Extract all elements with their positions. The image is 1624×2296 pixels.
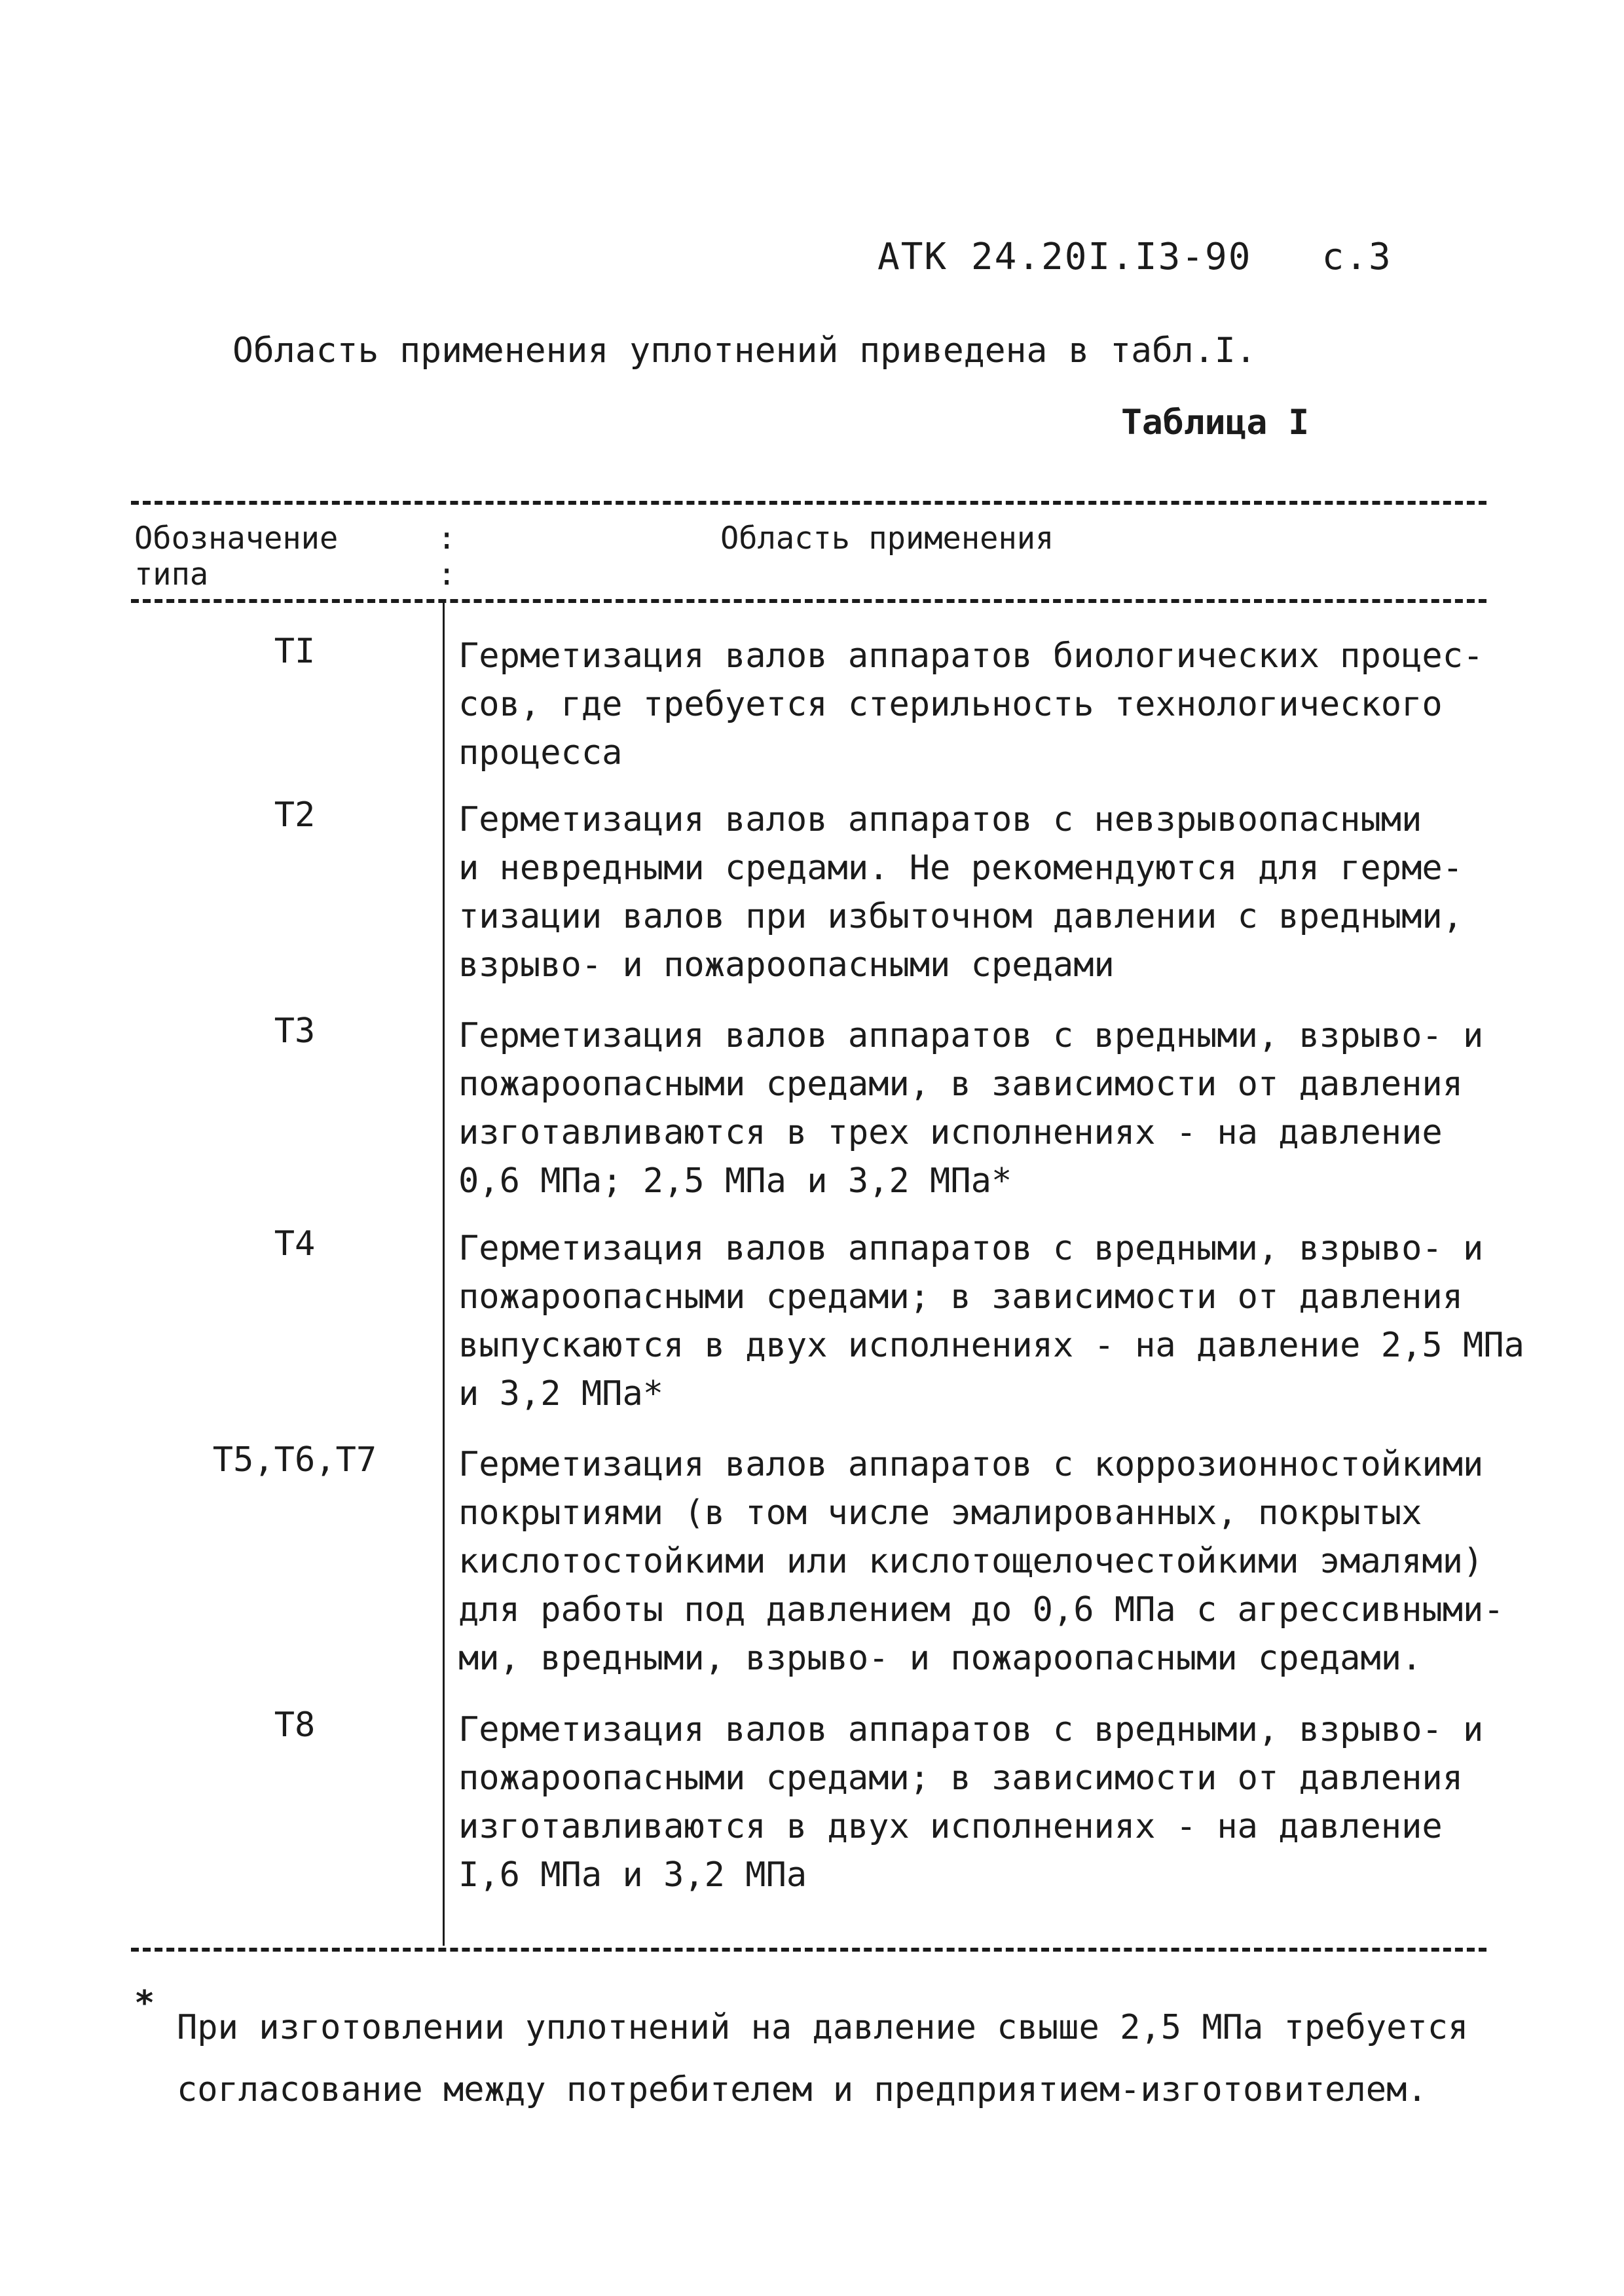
table-header-rule [131,599,1486,603]
column-header-type: Обозначение типа [134,520,339,592]
page-number: с.3 [1321,236,1392,278]
row-type: Т3 [274,1011,316,1051]
row-description: Герметизация валов аппаратов с вредными, взрыво- и пожароопасными средами, в зависимости от давления изготавливаются в трех исполнениях - на давление 0,6 МПа; 2,5 МПа и 3,2 МПа* [458,1016,1484,1201]
row-type: Т5,Т6,Т7 [212,1440,377,1480]
column-header-application: Область применения [720,520,1054,556]
row-description: Герметизация валов аппаратов биологических процес- сов, где требуется стерильность технологического процесса [458,636,1484,773]
intro-text: Область применения уплотнений приведена в табл.I. [232,331,1257,371]
row-type: TI [274,632,316,671]
footnote-mark: * [134,1984,155,2023]
table-bottom-rule [131,1948,1486,1952]
column-separator: : : [437,520,456,592]
row-type: Т4 [274,1224,316,1264]
row-description: Герметизация валов аппаратов с вредными, взрыво- и пожароопасными средами; в зависимости от давления изготавливаются в двух исполнениях - на давление I,6 МПа и 3,2 МПа [458,1710,1484,1895]
document-header [877,236,1392,278]
row-type: Т8 [274,1705,316,1745]
row-description: Герметизация валов аппаратов с невзрывоопасными и невредными средами. Не рекомендуются для герме- тизации валов при избыточном давлении с вредными, взрыво- и пожароопасными средами [458,800,1464,985]
table-top-rule [131,501,1486,505]
row-description: Герметизация валов аппаратов с вредными, взрыво- и пожароопасными средами; в зависимости от давления выпускаются в двух исполнениях - на давление 2,5 МПа и 3,2 МПа* [458,1229,1524,1413]
row-type: Т2 [274,795,316,835]
doc-code: АТК 24.20I.I3-90 [877,236,1252,278]
footnote-text: При изготовлении уплотнений на давление свыше 2,5 МПа требуется согласование между потребителем и предприятием-изготовителем. [177,2008,1469,2109]
row-description: Герметизация валов аппаратов с коррозионностойкими покрытиями (в том числе эмалированных, покрытых кислотостойкими или кислотощелочестойкими эмалями) для работы под давлением до 0,6 МПа с агрессивными- ми, вредными, взрыво- и пожароопасными средами. [458,1445,1504,1678]
table-caption: Таблица I [1121,403,1310,443]
